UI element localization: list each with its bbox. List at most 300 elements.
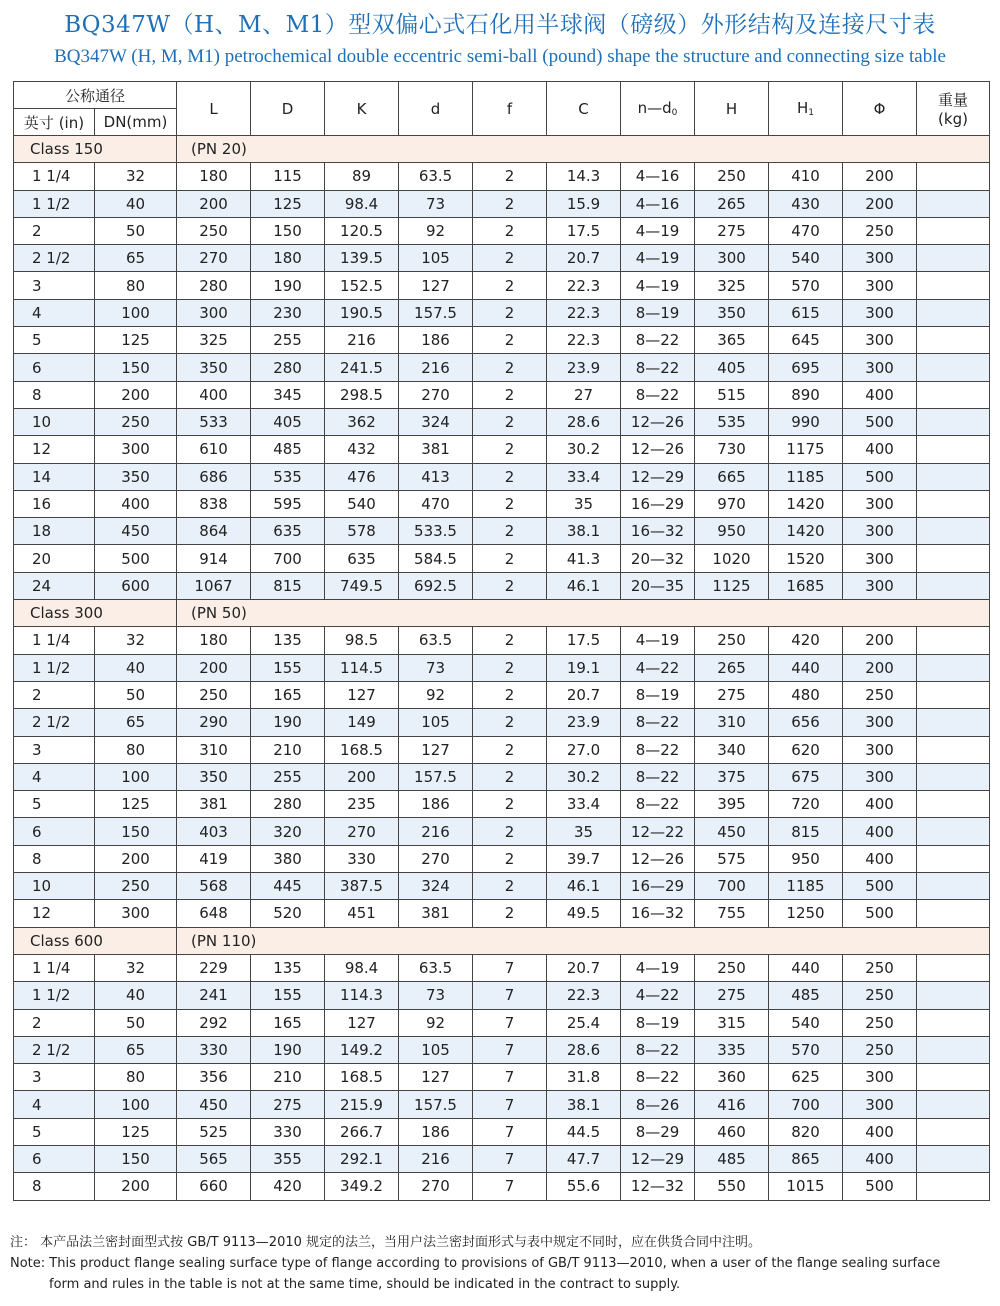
table-row: [14, 1036, 990, 1063]
table-cell: 7: [473, 1091, 547, 1118]
table-cell: 410: [769, 163, 843, 190]
table-cell: 46.1: [547, 873, 621, 900]
table-cell: 155: [251, 654, 325, 681]
class-label: Class 600: [14, 927, 177, 954]
table-cell: 480: [769, 681, 843, 708]
table-cell: 50: [95, 681, 177, 708]
table-cell: 400: [95, 490, 177, 517]
table-cell: 2: [473, 791, 547, 818]
table-cell: 2: [473, 245, 547, 272]
table-cell: 375: [695, 763, 769, 790]
table-cell: 241.5: [325, 354, 399, 381]
table-cell: 139.5: [325, 245, 399, 272]
table-cell: 500: [843, 463, 917, 490]
table-cell: 114.3: [325, 982, 399, 1009]
table-cell: 250: [843, 954, 917, 981]
table-cell: 4—19: [621, 272, 695, 299]
table-cell: 125: [251, 190, 325, 217]
table-cell: 200: [95, 1173, 177, 1200]
table-cell: 610: [177, 436, 251, 463]
table-row: [14, 627, 990, 654]
class-label: Class 150: [14, 136, 177, 163]
table-cell: 30.2: [547, 763, 621, 790]
table-cell: 33.4: [547, 463, 621, 490]
table-cell: 645: [769, 327, 843, 354]
table-cell: 535: [251, 463, 325, 490]
table-cell: [917, 272, 990, 299]
table-cell: 8: [14, 381, 95, 408]
table-cell: 7: [473, 1009, 547, 1036]
table-cell: 2: [473, 354, 547, 381]
table-cell: 200: [843, 190, 917, 217]
table-cell: 970: [695, 490, 769, 517]
table-cell: 1520: [769, 545, 843, 572]
table-cell: 250: [695, 163, 769, 190]
table-cell: 2: [473, 299, 547, 326]
table-row: [14, 791, 990, 818]
note-english-line-2: form and rules in the table is not at the same time, should be indicated in the contract to supply.: [49, 1277, 681, 1292]
table-cell: 10: [14, 873, 95, 900]
table-cell: [917, 791, 990, 818]
table-row: [14, 654, 990, 681]
table-cell: 400: [177, 381, 251, 408]
table-cell: 440: [769, 954, 843, 981]
table-cell: 2 1/2: [14, 245, 95, 272]
table-cell: 950: [769, 845, 843, 872]
header-weight: [917, 82, 990, 136]
table-cell: [917, 1145, 990, 1172]
header-d: d: [399, 82, 473, 136]
table-cell: 325: [177, 327, 251, 354]
table-cell: 1185: [769, 873, 843, 900]
table-cell: 310: [177, 736, 251, 763]
table-cell: 360: [695, 1064, 769, 1091]
table-cell: 665: [695, 463, 769, 490]
table-body: [14, 136, 990, 1201]
table-cell: 63.5: [399, 627, 473, 654]
table-cell: 27.0: [547, 736, 621, 763]
table-cell: [917, 900, 990, 927]
table-cell: 8—22: [621, 763, 695, 790]
table-cell: 2: [473, 654, 547, 681]
table-cell: [917, 1173, 990, 1200]
table-cell: [917, 436, 990, 463]
table-cell: 4—22: [621, 654, 695, 681]
table-cell: 17.5: [547, 627, 621, 654]
table-cell: 2: [473, 845, 547, 872]
table-cell: 400: [843, 818, 917, 845]
table-cell: 416: [695, 1091, 769, 1118]
table-cell: 12—32: [621, 1173, 695, 1200]
table-cell: 100: [95, 763, 177, 790]
table-cell: 127: [399, 1064, 473, 1091]
table-cell: 22.3: [547, 982, 621, 1009]
table-cell: 32: [95, 954, 177, 981]
table-cell: 381: [399, 900, 473, 927]
table-cell: 330: [251, 1118, 325, 1145]
table-cell: 1 1/4: [14, 954, 95, 981]
table-cell: 180: [251, 245, 325, 272]
table-cell: 150: [251, 217, 325, 244]
table-cell: [917, 463, 990, 490]
table-cell: 349.2: [325, 1173, 399, 1200]
table-row: [14, 873, 990, 900]
table-cell: 149: [325, 709, 399, 736]
table-cell: 1185: [769, 463, 843, 490]
page-title-english: BQ347W (H, M, M1) petrochemical double eccentric semi-ball (pound) shape the structure and connecting size table: [54, 46, 946, 67]
table-cell: [917, 845, 990, 872]
table-cell: 150: [95, 1145, 177, 1172]
header-H: H: [695, 82, 769, 136]
table-cell: 2: [14, 1009, 95, 1036]
table-cell: 250: [843, 681, 917, 708]
table-cell: 1 1/2: [14, 190, 95, 217]
table-cell: 20—35: [621, 572, 695, 599]
table-cell: 149.2: [325, 1036, 399, 1063]
table-cell: 80: [95, 736, 177, 763]
table-cell: 105: [399, 709, 473, 736]
table-cell: 114.5: [325, 654, 399, 681]
table-cell: 365: [695, 327, 769, 354]
table-cell: 340: [695, 736, 769, 763]
table-row: [14, 845, 990, 872]
table-cell: 19.1: [547, 654, 621, 681]
table-cell: 20—32: [621, 545, 695, 572]
table-cell: 720: [769, 791, 843, 818]
table-cell: 395: [695, 791, 769, 818]
table-cell: 127: [399, 272, 473, 299]
table-cell: 4: [14, 299, 95, 326]
table-cell: 47.7: [547, 1145, 621, 1172]
page-title-chinese: BQ347W（H、M、M1）型双偏心式石化用半球阀（磅级）外形结构及连接尺寸表: [64, 12, 936, 38]
table-row: [14, 436, 990, 463]
table-cell: 400: [843, 791, 917, 818]
table-cell: 535: [695, 408, 769, 435]
table-cell: 250: [843, 1036, 917, 1063]
table-cell: [917, 190, 990, 217]
header-f: f: [473, 82, 547, 136]
header-K: K: [325, 82, 399, 136]
table-cell: 200: [843, 654, 917, 681]
table-cell: 330: [325, 845, 399, 872]
header-H1-text: H: [797, 99, 809, 117]
table-cell: 356: [177, 1064, 251, 1091]
table-cell: 838: [177, 490, 251, 517]
table-row: [14, 1145, 990, 1172]
table-cell: 2: [473, 818, 547, 845]
table-cell: 298.5: [325, 381, 399, 408]
table-cell: 230: [251, 299, 325, 326]
table-cell: 275: [695, 982, 769, 1009]
table-cell: 300: [843, 545, 917, 572]
table-cell: 16—29: [621, 490, 695, 517]
table-cell: [917, 1091, 990, 1118]
table-cell: 2: [473, 518, 547, 545]
table-cell: 105: [399, 1036, 473, 1063]
table-cell: 55.6: [547, 1173, 621, 1200]
table-cell: [917, 1036, 990, 1063]
table-cell: 165: [251, 681, 325, 708]
table-cell: 2: [473, 736, 547, 763]
table-cell: 28.6: [547, 408, 621, 435]
table-cell: [917, 490, 990, 517]
table-cell: 275: [251, 1091, 325, 1118]
table-cell: 40: [95, 190, 177, 217]
table-cell: 400: [843, 1145, 917, 1172]
header-dn: DN(mm): [95, 109, 177, 136]
table-cell: 7: [473, 1145, 547, 1172]
table-cell: 40: [95, 982, 177, 1009]
table-cell: 692.5: [399, 572, 473, 599]
table-cell: 730: [695, 436, 769, 463]
table-cell: 16—29: [621, 873, 695, 900]
table-cell: 700: [769, 1091, 843, 1118]
table-cell: 210: [251, 1064, 325, 1091]
header-D: D: [251, 82, 325, 136]
table-cell: 540: [769, 1009, 843, 1036]
table-cell: 190.5: [325, 299, 399, 326]
table-cell: 387.5: [325, 873, 399, 900]
table-cell: 8: [14, 845, 95, 872]
table-cell: 515: [695, 381, 769, 408]
table-cell: 250: [695, 954, 769, 981]
table-cell: 8—22: [621, 1064, 695, 1091]
table-cell: 235: [325, 791, 399, 818]
header-weight-unit: (kg): [938, 110, 968, 128]
table-cell: 3: [14, 272, 95, 299]
table-cell: 2: [473, 408, 547, 435]
table-cell: 914: [177, 545, 251, 572]
table-cell: 300: [843, 736, 917, 763]
table-cell: 8—19: [621, 299, 695, 326]
table-cell: [917, 518, 990, 545]
table-cell: 1125: [695, 572, 769, 599]
table-cell: 65: [95, 1036, 177, 1063]
table-cell: [917, 818, 990, 845]
table-row: [14, 518, 990, 545]
table-cell: [917, 545, 990, 572]
table-cell: 20: [14, 545, 95, 572]
table-cell: 300: [843, 518, 917, 545]
table-cell: 350: [177, 763, 251, 790]
table-row: [14, 818, 990, 845]
table-cell: 40: [95, 654, 177, 681]
table-cell: 127: [325, 1009, 399, 1036]
table-cell: 300: [843, 572, 917, 599]
table-cell: 8—22: [621, 327, 695, 354]
table-cell: 200: [95, 381, 177, 408]
table-cell: 22.3: [547, 299, 621, 326]
table-cell: 2: [473, 490, 547, 517]
table-cell: 250: [95, 873, 177, 900]
table-cell: 345: [251, 381, 325, 408]
table-cell: 73: [399, 982, 473, 1009]
table-cell: 400: [843, 1118, 917, 1145]
table-row: [14, 381, 990, 408]
table-cell: 485: [695, 1145, 769, 1172]
class-row: [14, 136, 990, 163]
table-cell: 400: [843, 436, 917, 463]
table-cell: 180: [177, 627, 251, 654]
table-cell: 470: [769, 217, 843, 244]
table-cell: 266.7: [325, 1118, 399, 1145]
table-cell: 4: [14, 1091, 95, 1118]
table-cell: 350: [177, 354, 251, 381]
table-cell: 460: [695, 1118, 769, 1145]
table-cell: 540: [325, 490, 399, 517]
header-C: C: [547, 82, 621, 136]
table-cell: 135: [251, 954, 325, 981]
table-cell: 92: [399, 1009, 473, 1036]
table-cell: 165: [251, 1009, 325, 1036]
table-cell: 432: [325, 436, 399, 463]
table-cell: 625: [769, 1064, 843, 1091]
table-cell: 500: [843, 900, 917, 927]
table-cell: [917, 217, 990, 244]
table-cell: 815: [251, 572, 325, 599]
table-cell: 381: [177, 791, 251, 818]
table-cell: 35: [547, 818, 621, 845]
table-cell: 635: [251, 518, 325, 545]
table-cell: 270: [399, 845, 473, 872]
table-cell: 17.5: [547, 217, 621, 244]
pn-label: (PN 20): [177, 136, 990, 163]
table-cell: 4: [14, 763, 95, 790]
table-cell: 1067: [177, 572, 251, 599]
table-cell: 451: [325, 900, 399, 927]
table-cell: 820: [769, 1118, 843, 1145]
table-cell: 864: [177, 518, 251, 545]
table-cell: 300: [95, 900, 177, 927]
table-cell: 350: [695, 299, 769, 326]
table-cell: 186: [399, 1118, 473, 1145]
table-cell: 540: [769, 245, 843, 272]
table-cell: 157.5: [399, 299, 473, 326]
table-cell: 92: [399, 217, 473, 244]
table-cell: [917, 627, 990, 654]
table-cell: 445: [251, 873, 325, 900]
table-cell: 38.1: [547, 1091, 621, 1118]
table-cell: 300: [843, 1091, 917, 1118]
table-cell: 115: [251, 163, 325, 190]
table-cell: 280: [251, 791, 325, 818]
table-row: [14, 272, 990, 299]
table-cell: 300: [843, 299, 917, 326]
table-row: [14, 1118, 990, 1145]
table-row: [14, 954, 990, 981]
table-row: [14, 900, 990, 927]
table-cell: 8—22: [621, 354, 695, 381]
table-cell: 8—29: [621, 1118, 695, 1145]
class-label: Class 300: [14, 600, 177, 627]
table-cell: 200: [843, 163, 917, 190]
table-cell: 18: [14, 518, 95, 545]
table-cell: 2: [473, 681, 547, 708]
table-cell: 255: [251, 327, 325, 354]
table-cell: 2 1/2: [14, 709, 95, 736]
table-cell: 2: [473, 627, 547, 654]
table-cell: 300: [843, 354, 917, 381]
table-cell: 275: [695, 217, 769, 244]
table-cell: 190: [251, 272, 325, 299]
table-cell: 8—22: [621, 1036, 695, 1063]
table-cell: [917, 327, 990, 354]
table-cell: 6: [14, 354, 95, 381]
table-cell: 63.5: [399, 954, 473, 981]
table-cell: 6: [14, 818, 95, 845]
table-row: [14, 1091, 990, 1118]
table-cell: 578: [325, 518, 399, 545]
table-row: [14, 408, 990, 435]
table-cell: [917, 1009, 990, 1036]
table-cell: 27: [547, 381, 621, 408]
class-row: [14, 600, 990, 627]
table-header: [14, 82, 990, 136]
table-cell: 190: [251, 1036, 325, 1063]
table-cell: 49.5: [547, 900, 621, 927]
table-cell: 584.5: [399, 545, 473, 572]
table-cell: 419: [177, 845, 251, 872]
table-cell: 300: [843, 709, 917, 736]
table-cell: 100: [95, 299, 177, 326]
table-cell: 324: [399, 873, 473, 900]
table-cell: 216: [399, 1145, 473, 1172]
table-cell: 20.7: [547, 954, 621, 981]
table-cell: [917, 709, 990, 736]
table-cell: 73: [399, 190, 473, 217]
note-chinese: 注： 本产品法兰密封面型式按 GB/T 9113—2010 规定的法兰，当用户法兰密封面形式与表中规定不同时，应在供货合同中注明。: [10, 1235, 762, 1250]
table-cell: 292.1: [325, 1145, 399, 1172]
table-cell: 2 1/2: [14, 1036, 95, 1063]
table-cell: 2: [473, 873, 547, 900]
table-cell: 350: [95, 463, 177, 490]
table-cell: 430: [769, 190, 843, 217]
table-cell: 4—19: [621, 245, 695, 272]
table-cell: 168.5: [325, 736, 399, 763]
table-cell: 315: [695, 1009, 769, 1036]
table-cell: 1 1/4: [14, 627, 95, 654]
table-row: [14, 572, 990, 599]
table-cell: 533.5: [399, 518, 473, 545]
table-cell: [917, 572, 990, 599]
table-cell: 380: [251, 845, 325, 872]
table-cell: 2: [473, 381, 547, 408]
table-cell: 575: [695, 845, 769, 872]
table-cell: 250: [177, 217, 251, 244]
table-cell: 990: [769, 408, 843, 435]
table-cell: 413: [399, 463, 473, 490]
table-cell: 33.4: [547, 791, 621, 818]
table-cell: 325: [695, 272, 769, 299]
table-row: [14, 163, 990, 190]
table-cell: [917, 299, 990, 326]
table-cell: 7: [473, 1064, 547, 1091]
table-cell: 270: [325, 818, 399, 845]
table-cell: 270: [399, 1173, 473, 1200]
table-row: [14, 190, 990, 217]
table-cell: 320: [251, 818, 325, 845]
table-cell: 300: [177, 299, 251, 326]
table-cell: 310: [695, 709, 769, 736]
table-cell: 8: [14, 1173, 95, 1200]
table-cell: 3: [14, 736, 95, 763]
table-row: [14, 763, 990, 790]
table-cell: 520: [251, 900, 325, 927]
table-cell: 38.1: [547, 518, 621, 545]
table-cell: 150: [95, 818, 177, 845]
table-cell: 355: [251, 1145, 325, 1172]
table-cell: 200: [843, 627, 917, 654]
